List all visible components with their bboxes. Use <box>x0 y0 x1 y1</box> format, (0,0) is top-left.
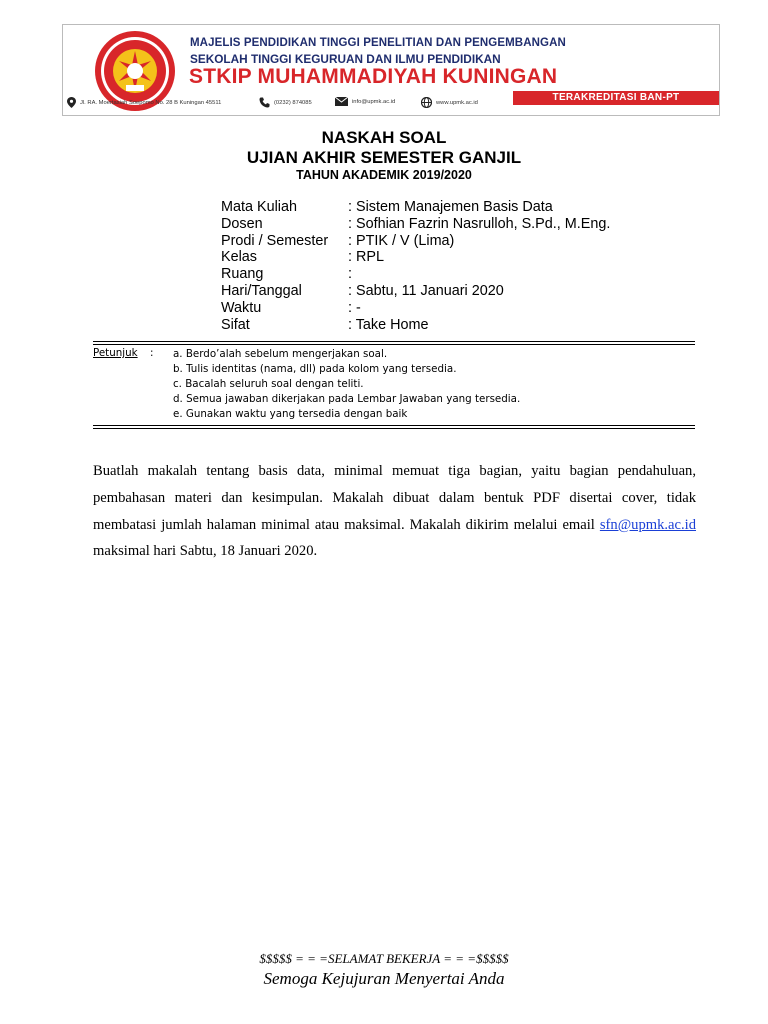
divider-top-2 <box>93 344 695 345</box>
info-label: Ruang <box>221 266 264 283</box>
divider-bottom-2 <box>93 428 695 429</box>
website-text: www.upmk.ac.id <box>436 99 478 106</box>
instruction-item: d. Semua jawaban dikerjakan pada Lembar Jawaban yang tersedia. <box>173 393 521 405</box>
info-value: : - <box>348 299 361 316</box>
instruction-item: b. Tulis identitas (nama, dll) pada kolom yang tersedia. <box>173 363 457 375</box>
info-value: : RPL <box>348 249 384 266</box>
info-row-program <box>221 233 610 250</box>
letterhead-council: MAJELIS PENDIDIKAN TINGGI PENELITIAN DAN PENGEMBANGAN <box>190 37 566 49</box>
letterhead-school-type: SEKOLAH TINGGI KEGURUAN DAN ILMU PENDIDIKAN <box>190 52 501 66</box>
letterhead-institution: STKIP MUHAMMADIYAH KUNINGAN <box>189 65 558 88</box>
instruction-item: a. Berdo’alah sebelum mengerjakan soal. <box>173 348 388 360</box>
info-row-course <box>221 199 610 216</box>
phone-text: (0232) 874085 <box>274 99 312 106</box>
info-row-room <box>221 266 610 283</box>
address-contact <box>67 97 221 108</box>
info-value: : Sofhian Fazrin Nasrulloh, S.Pd., M.Eng. <box>348 215 611 232</box>
academic-year: TAHUN AKADEMIK 2019/2020 <box>296 168 472 182</box>
document-title: NASKAH SOAL <box>321 128 447 147</box>
assignment-text-start: Buatlah makalah tentang basis data, minimal memuat tiga bagian, yaitu bagian pendahuluan, pembahasan materi dan kesimpulan. Makalah dibuat dalam bentuk PDF disertai cover, tidak membatasi jumlah halaman minimal atau maksimal. Makalah dikirim melalui email <box>93 463 696 533</box>
exam-name: UJIAN AKHIR SEMESTER GANJIL <box>246 148 522 167</box>
footer-greeting: $$$$$ = = =SELAMAT BEKERJA = = =$$$$$ <box>259 951 509 966</box>
assignment-text-end: maksimal hari Sabtu, 18 Januari 2020. <box>93 543 318 560</box>
info-label: Sifat <box>221 316 250 333</box>
instructions-label: Petunjuk <box>93 347 138 359</box>
email-text: info@upmk.ac.id <box>352 98 396 105</box>
info-row-nature <box>221 317 610 334</box>
info-row-time <box>221 300 610 317</box>
info-row-lecturer <box>221 216 610 233</box>
instructions-list <box>173 347 520 422</box>
info-value: : PTIK / V (Lima) <box>348 232 455 249</box>
instructions-colon: : <box>150 347 154 359</box>
info-value: : Sistem Manajemen Basis Data <box>348 199 553 215</box>
email-link[interactable]: sfn@upmk.ac.id <box>599 516 696 533</box>
phone-icon <box>259 97 270 108</box>
phone-contact <box>259 97 312 108</box>
info-value: : Take Home <box>348 316 429 333</box>
globe-icon <box>421 97 432 108</box>
accreditation-banner: TERAKREDITASI BAN-PT <box>513 91 719 105</box>
divider-bottom-1 <box>93 425 695 426</box>
info-row-class <box>221 249 610 266</box>
envelope-icon <box>335 97 348 106</box>
info-value: : Sabtu, 11 Januari 2020 <box>348 282 504 299</box>
footer-motto: Semoga Kejujuran Menyertai Anda <box>263 969 505 988</box>
location-pin-icon <box>67 97 76 108</box>
instruction-item: e. Gunakan waktu yang tersedia dengan baik <box>173 408 408 420</box>
divider-top-1 <box>93 341 695 342</box>
info-value: : <box>348 266 352 283</box>
info-label: Mata Kuliah <box>221 199 297 215</box>
info-label: Kelas <box>221 249 257 266</box>
info-label: Hari/Tanggal <box>221 282 302 299</box>
letterhead <box>62 24 720 116</box>
instruction-item: c. Bacalah seluruh soal dengan teliti. <box>173 378 364 390</box>
exam-info-table <box>221 199 610 333</box>
info-label: Waktu <box>221 299 262 316</box>
website-contact <box>421 97 478 108</box>
assignment-text <box>93 458 696 565</box>
info-label: Dosen <box>221 215 263 232</box>
info-label: Prodi / Semester <box>221 232 329 249</box>
address-text: Jl. RA. Moertasiah Soepomo No. 28 B Kuningan 45511 <box>80 99 222 106</box>
email-contact <box>335 97 395 106</box>
info-row-date <box>221 283 610 300</box>
